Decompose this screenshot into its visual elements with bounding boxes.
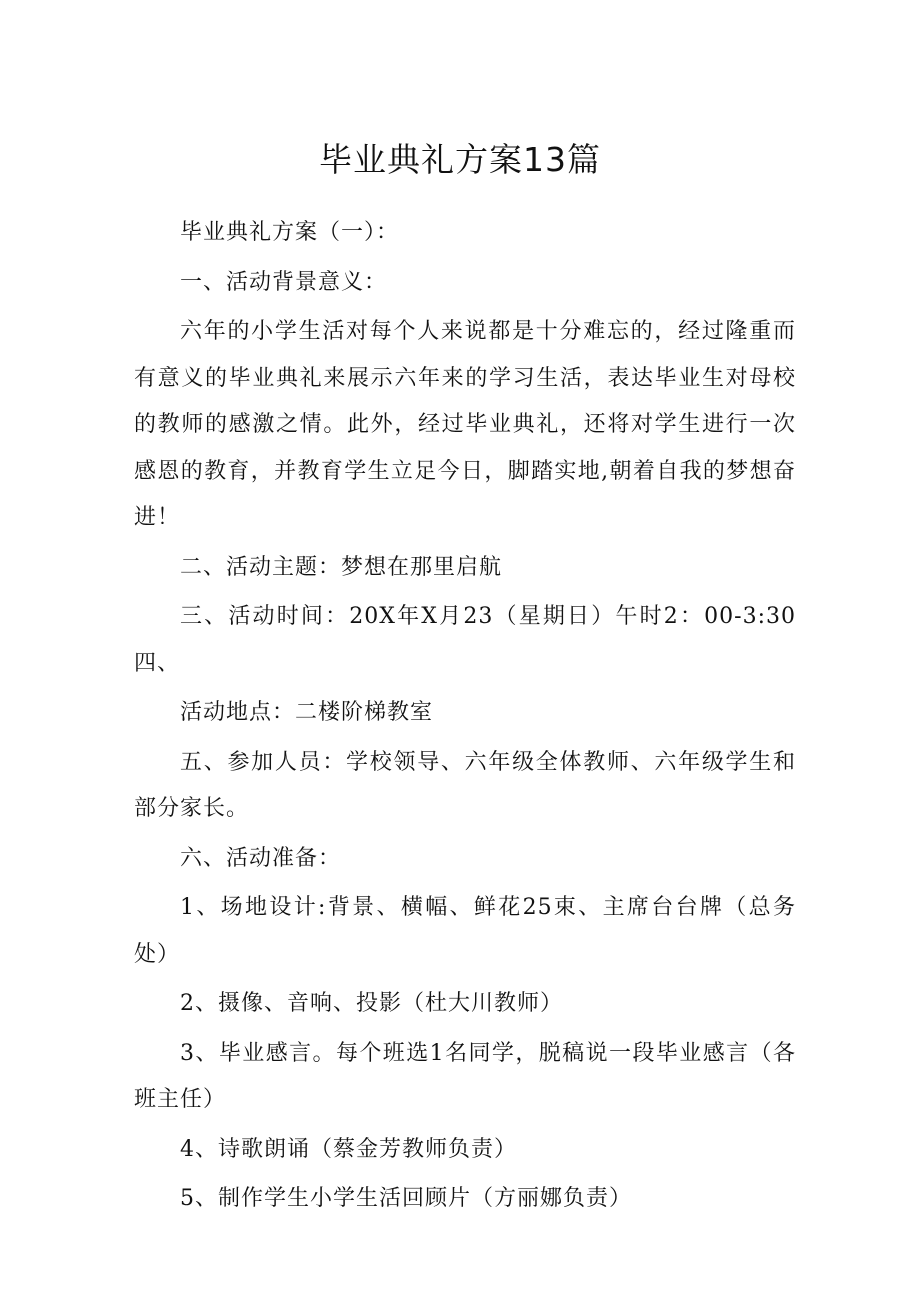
participants-paragraph: 五、参加人员：学校领导、六年级全体教师、六年级学生和部分家长。 (134, 749, 796, 821)
location-line: 活动地点：二楼阶梯教室 (180, 700, 434, 725)
prep-item-av: 2、摄像、音响、投影（杜大川教师） (180, 991, 563, 1016)
prep-item-speech: 3、毕业感言。每个班选1名同学，脱稿说一段毕业感言（各班主任） (134, 1040, 796, 1112)
document-title: 毕业典礼方案13篇 (319, 140, 601, 179)
prep-item-poem: 4、诗歌朗诵（蔡金芳教师负责） (180, 1136, 517, 1162)
section-heading-background: 一、活动背景意义： (180, 269, 388, 295)
theme-line: 二、活动主题：梦想在那里启航 (180, 554, 503, 580)
section-heading-preparation: 六、活动准备： (180, 845, 342, 871)
prep-item-video: 5、制作学生小学生活回顾片（方丽娜负责） (180, 1186, 632, 1211)
background-paragraph: 六年的小学生活对每个人来说都是十分难忘的，经过隆重而有意义的毕业典礼来展示六年来的学习生活，表达毕业生对母校的教师的感激之情。此外，经过毕业典礼，还将对学生进行一次感恩的教育，并教育学生立足今日，脚踏实地,朝着自我的梦想奋进！ (134, 319, 796, 530)
prep-item-venue: 1、场地设计:背景、横幅、鲜花25束、主席台台牌（总务处） (134, 895, 796, 967)
subtitle-paragraph: 毕业典礼方案（一）： (180, 220, 400, 245)
time-line: 三、活动时间：20X年X月23（星期日）午时2：00-3:30四、 (134, 604, 796, 676)
document-body (134, 210, 796, 1226)
